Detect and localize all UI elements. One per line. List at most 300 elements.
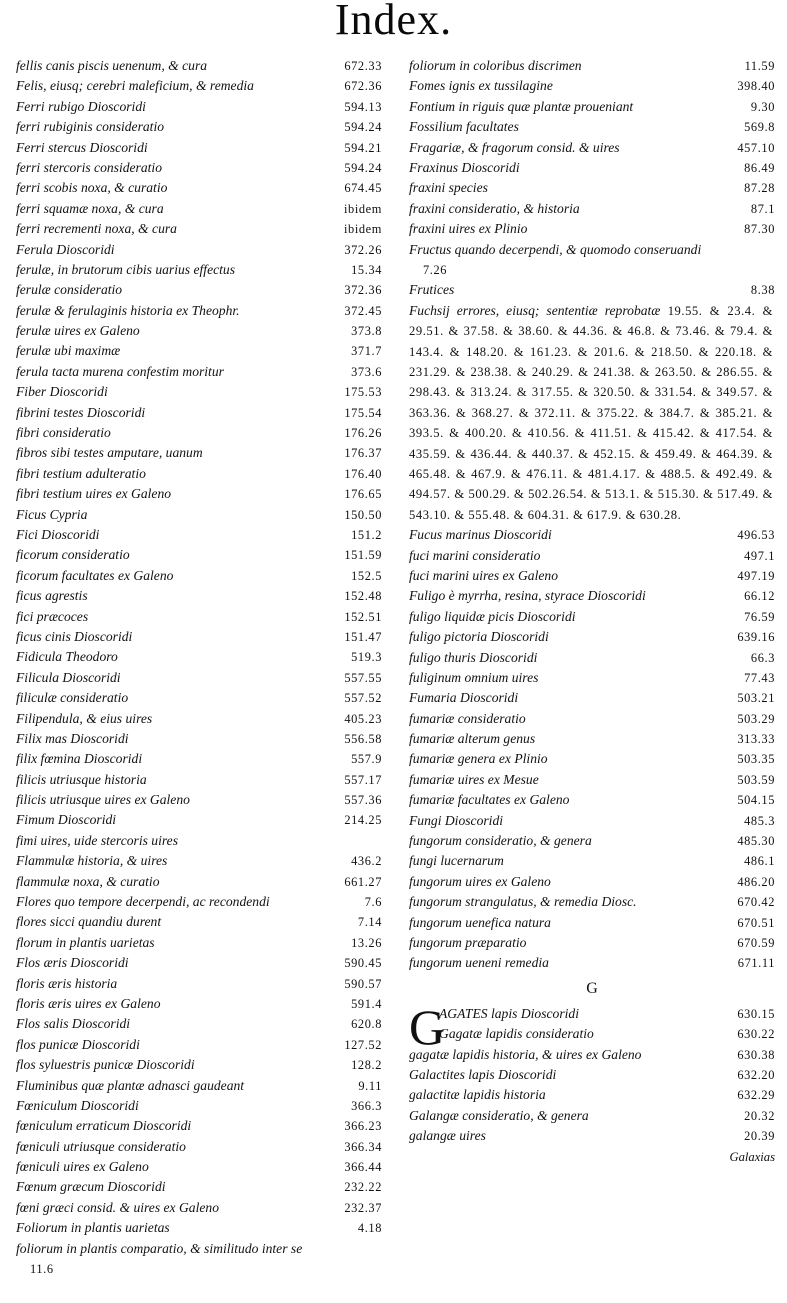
entry-ref: 150.50	[344, 507, 382, 522]
index-entry	[409, 933, 775, 953]
index-entry	[409, 688, 775, 708]
entry-ref: 632.29	[737, 1088, 775, 1103]
entry-ref: 590.45	[344, 956, 382, 971]
entry-term: Fossilium facultates	[409, 119, 519, 135]
entry-term: Ferula Dioscoridi	[16, 241, 115, 257]
entry-term: Foliorum in plantis uarietas	[16, 1220, 170, 1236]
index-entry	[16, 810, 382, 830]
index-entry	[409, 56, 775, 76]
index-entry	[16, 1055, 382, 1075]
index-entry	[16, 1198, 382, 1218]
index-entry	[16, 76, 382, 96]
entry-ref: 87.30	[744, 222, 775, 237]
index-entry	[409, 586, 775, 606]
entry-ref: 485.3	[744, 813, 775, 828]
entry-ref: 11.6	[30, 1262, 54, 1277]
entry-term: filicis utriusque uires ex Galeno	[16, 792, 190, 808]
index-entry	[16, 912, 382, 932]
entry-term: Fici Dioscoridi	[16, 526, 100, 542]
index-entry	[16, 545, 382, 565]
entry-ref: 630.22	[737, 1027, 775, 1042]
entry-term: Filipendula, & eius uires	[16, 710, 153, 726]
entry-ref: 557.52	[344, 691, 382, 706]
entry-ref: 175.54	[344, 405, 382, 420]
entry-term: fuci marini uires ex Galeno	[409, 567, 559, 583]
page-title: Index.	[334, 0, 453, 44]
entry-term: fœniculi uires ex Galeno	[16, 1159, 149, 1175]
index-entry	[16, 1035, 382, 1055]
entry-term: Flores quo tempore decerpendi, ac recondendi	[16, 894, 270, 910]
entry-ref: 630.38	[737, 1047, 775, 1062]
entry-term: Flammulæ historia, & uires	[16, 853, 168, 869]
entry-ref: 594.24	[344, 160, 382, 175]
entry-ref: 503.29	[737, 711, 775, 726]
entry-term: fuligo thuris Dioscoridi	[409, 649, 538, 665]
index-entry	[16, 505, 382, 525]
entry-ref: 557.17	[344, 772, 382, 787]
index-entry	[16, 1239, 382, 1280]
index-entry	[409, 158, 775, 178]
entry-term: fraxini consideratio, & historia	[409, 200, 580, 216]
entry-ref: 486.20	[737, 874, 775, 889]
entry-term: Fomes ignis ex tussilagine	[409, 78, 553, 94]
entry-ref: 87.1	[750, 201, 775, 216]
entry-ref: 20.39	[744, 1129, 775, 1144]
index-entry	[16, 1218, 382, 1238]
entry-ref: 671.11	[737, 956, 775, 971]
entry-ref: 7.14	[357, 915, 382, 930]
entry-ref: 76.59	[744, 609, 775, 624]
entry-ref: 639.16	[737, 630, 775, 645]
entry-ref: 436.2	[351, 854, 382, 869]
entry-ref: 519.3	[351, 650, 382, 665]
entry-ref: 366.3	[351, 1098, 382, 1113]
index-entry	[409, 749, 775, 769]
entry-ref: 9.11	[358, 1078, 382, 1093]
entry-term: Fiber Dioscoridi	[16, 384, 108, 400]
entry-ref: 7.26	[423, 262, 448, 277]
entry-term: Fumaria Dioscoridi	[409, 690, 519, 706]
entry-ref: 457.10	[737, 140, 775, 155]
entry-ref: 503.59	[737, 772, 775, 787]
entry-ref: 20.32	[744, 1108, 775, 1123]
entry-term: fuci marini consideratio	[409, 547, 541, 563]
index-entry	[16, 607, 382, 627]
index-entry	[16, 423, 382, 443]
entry-ref: 594.13	[344, 99, 382, 114]
entry-term: ferri scobis noxa, & curatio	[16, 180, 168, 196]
entry-ref: 674.45	[344, 181, 382, 196]
index-entry	[409, 668, 775, 688]
index-entry	[409, 138, 775, 158]
entry-ref: 620.8	[351, 1017, 382, 1032]
catchword: Galaxias	[729, 1149, 775, 1164]
entry-ref: 373.6	[351, 364, 382, 379]
index-entry	[409, 1004, 775, 1024]
entry-term: galactitæ lapidis historia	[409, 1087, 546, 1103]
index-entry	[409, 831, 775, 851]
entry-term: Fuligo è myrrha, resina, styrace Dioscoridi	[409, 588, 646, 604]
entry-ref: 151.59	[344, 548, 382, 563]
entry-ref: 497.1	[744, 548, 775, 563]
entry-ref: 372.36	[344, 283, 382, 298]
entry-ref: 77.43	[744, 670, 775, 685]
entry-term: ferri squamæ noxa, & cura	[16, 200, 164, 216]
entry-term: Fluminibus quæ plantæ adnasci gaudeant	[16, 1077, 245, 1093]
entry-term: fibri testium adulteratio	[16, 465, 146, 481]
entry-ref: 127.52	[344, 1037, 382, 1052]
entry-term: fumariæ genera ex Plinio	[409, 751, 548, 767]
index-entry	[16, 892, 382, 912]
index-entry	[16, 341, 382, 361]
index-entry	[409, 729, 775, 749]
entry-ref: 214.25	[344, 813, 382, 828]
entry-term: ferri stercoris consideratio	[16, 159, 162, 175]
index-entry	[16, 770, 382, 790]
entry-term: fuligo liquidæ picis Dioscoridi	[409, 608, 576, 624]
entry-term: ferulæ uires ex Galeno	[16, 323, 140, 339]
entry-ref: 313.33	[737, 732, 775, 747]
entry-ref: 232.37	[344, 1200, 382, 1215]
entry-term: fimi uires, uide stercoris uires	[16, 832, 178, 848]
entry-term: Galactites lapis Dioscoridi	[409, 1066, 557, 1082]
index-entry	[409, 546, 775, 566]
entry-term: fœniculum erraticum Dioscoridi	[16, 1118, 192, 1134]
entry-term: ficus cinis Dioscoridi	[16, 628, 133, 644]
entry-term: fœni græci consid. & uires ex Galeno	[16, 1199, 220, 1215]
entry-term: Fontium in riguis quæ plantæ proueniant	[409, 98, 634, 114]
index-entry	[409, 97, 775, 117]
entry-term: Fructus quando decerpendi, & quomodo conseruandi	[409, 241, 702, 257]
entry-ref: 15.34	[351, 262, 382, 277]
index-column-left	[16, 56, 382, 1279]
entry-term: filix fœmina Dioscoridi	[16, 751, 143, 767]
entry-term: Ferri rubigo Dioscoridi	[16, 98, 146, 114]
entry-ref: 152.51	[344, 609, 382, 624]
entry-term: AGATES lapis Dioscoridi	[439, 1005, 579, 1021]
index-entry	[16, 974, 382, 994]
index-entry	[409, 1045, 775, 1065]
entry-term: ficus agrestis	[16, 588, 88, 604]
index-entry	[16, 627, 382, 647]
index-entry	[409, 566, 775, 586]
entry-ref: 594.24	[344, 120, 382, 135]
index-entry	[16, 709, 382, 729]
index-entry	[16, 647, 382, 667]
index-entry	[16, 301, 382, 321]
index-entry	[16, 1076, 382, 1096]
index-entry	[409, 1024, 775, 1044]
entry-ref: 670.59	[737, 936, 775, 950]
entry-term: fibri consideratio	[16, 425, 111, 441]
entry-ref: 9.30	[750, 99, 775, 114]
entry-term: fumariæ uires ex Mesue	[409, 771, 539, 787]
entry-ref: 557.9	[351, 752, 382, 767]
entry-ref: 372.45	[344, 303, 382, 318]
entry-ref: 496.53	[737, 528, 775, 543]
index-entry	[409, 851, 775, 871]
index-entry	[16, 668, 382, 688]
entry-term: Fungi Dioscoridi	[409, 812, 504, 828]
entry-term: fungorum uenefica natura	[409, 914, 551, 930]
index-entry	[16, 280, 382, 300]
entry-ref: 670.42	[737, 895, 775, 910]
entry-term: floris æris historia	[16, 975, 118, 991]
index-entry	[16, 199, 382, 219]
entry-term: Filicula Dioscoridi	[16, 669, 121, 685]
entry-term: ferulæ, in brutorum cibis uarius effectus	[16, 261, 236, 277]
entry-ref: 556.58	[344, 731, 382, 746]
entry-term: gagatæ lapidis historia, & uires ex Galeno	[409, 1046, 642, 1062]
entry-term: ferri rubiginis consideratio	[16, 119, 165, 135]
entry-term: Fœniculum Dioscoridi	[16, 1097, 139, 1113]
entry-ref: 497.19	[737, 568, 775, 583]
entry-ref: 366.44	[344, 1160, 382, 1175]
entry-ref: 8.38	[750, 283, 775, 298]
index-entry	[16, 1157, 382, 1177]
index-entry	[16, 953, 382, 973]
entry-ref: 366.34	[344, 1139, 382, 1154]
index-entry	[16, 178, 382, 198]
entry-term: Fidicula Theodoro	[16, 649, 118, 665]
entry-term: Fœnum græcum Dioscoridi	[16, 1179, 166, 1195]
entry-term: filicis utriusque historia	[16, 771, 147, 787]
entry-ref: 569.8	[744, 120, 775, 135]
entry-term: ficorum facultates ex Galeno	[16, 567, 174, 583]
index-entry	[16, 1014, 382, 1034]
index-entry	[16, 321, 382, 341]
entry-term: ferulæ ubi maximæ	[16, 343, 121, 359]
entry-ref: 232.22	[344, 1180, 382, 1195]
index-entry	[16, 749, 382, 769]
index-entry	[16, 382, 382, 402]
entry-ref: 86.49	[744, 160, 775, 175]
index-entry	[409, 240, 775, 281]
index-entry	[409, 178, 775, 198]
index-entry	[16, 362, 382, 382]
entry-ref: 7.6	[364, 895, 382, 910]
index-entry	[409, 872, 775, 892]
entry-ref: ibidem	[343, 201, 382, 216]
entry-ref: 503.21	[737, 691, 775, 706]
index-entry	[16, 403, 382, 423]
entry-term: fungorum præparatio	[409, 935, 527, 950]
entry-term: fungi lucernarum	[409, 853, 504, 869]
index-entry	[16, 1137, 382, 1157]
index-entry	[16, 484, 382, 504]
section-letter-g: G	[586, 979, 598, 997]
entry-ref: 486.1	[744, 854, 775, 869]
entry-term: flos syluestris punicæ Dioscoridi	[16, 1057, 195, 1073]
entry-term: Galangæ consideratio, & genera	[409, 1107, 589, 1123]
index-entry	[16, 1096, 382, 1116]
entry-term: filiculæ consideratio	[16, 690, 129, 706]
index-entry	[16, 688, 382, 708]
entry-ref: 672.33	[344, 59, 382, 73]
entry-ref: 557.55	[344, 670, 382, 685]
index-entry	[16, 117, 382, 137]
entry-ref: 630.15	[737, 1006, 775, 1021]
entry-term: fuligo pictoria Dioscoridi	[409, 629, 549, 645]
entry-term: fibrini testes Dioscoridi	[16, 404, 146, 420]
index-entry	[16, 1177, 382, 1197]
index-entry	[16, 525, 382, 545]
index-entry	[16, 56, 382, 76]
entry-term: flores sicci quandiu durent	[16, 914, 162, 930]
entry-ref: 87.28	[744, 181, 775, 196]
entry-ref: ibidem	[343, 222, 382, 237]
entry-ref: 152.5	[351, 568, 382, 583]
entry-term: fungorum strangulatus, & remedia Diosc.	[409, 894, 637, 910]
fuchsius-entry	[409, 301, 775, 525]
entry-term: foliorum in plantis comparatio, & similitudo inter se	[16, 1240, 303, 1256]
index-entry	[16, 566, 382, 586]
entry-ref: 176.65	[344, 487, 382, 502]
fuchsius-term: Fuchsij errores, eiusq; sententiæ reprobatæ	[409, 302, 661, 318]
entry-term: Flos salis Dioscoridi	[16, 1016, 131, 1032]
index-entry	[16, 851, 382, 871]
index-entry	[16, 933, 382, 953]
fuchsius-refs: 19.55. & 23.4. & 29.51. & 37.58. & 38.60. & 44.36. & 46.8. & 73.46. & 79.4. & 143.4. & 148.20. & 161.23. & 201.6. & 218.50. & 220.18. & 231.29. & 238.38. & 240.29. & 241.38. & 263.50. & 286.55. & 298.43. & 313.24. & 317.55. & 320.50. & 331.54. & 349.57. & 363.36. & 368.27. & 372.11. & 375.22. & 384.7. & 385.21. & 393.5. & 400.20. & 410.56. & 411.51. & 415.42. & 417.54. & 435.59. & 436.44. & 440.37. & 452.15. & 459.49. & 464.39. & 465.48. & 467.9. & 476.11. & 481.4.17. & 488.5. & 492.49. & 494.57. & 500.29. & 502.26.54. & 513.1. & 515.30. & 517.49. & 543.10. & 555.48. & 604.31. & 617.9. & 630.28.	[409, 303, 773, 522]
entry-ref: 670.51	[737, 915, 775, 930]
index-entry	[16, 464, 382, 484]
index-entry	[409, 709, 775, 729]
entry-ref: 366.23	[344, 1119, 382, 1134]
index-entry	[16, 1116, 382, 1136]
entry-ref: 632.20	[737, 1067, 775, 1082]
entry-ref: 371.7	[351, 344, 382, 359]
index-entry	[409, 627, 775, 647]
index-entry	[409, 1065, 775, 1085]
index-entry	[409, 1085, 775, 1105]
index-column-right	[409, 56, 775, 1167]
entry-term: Ficus Cypria	[16, 506, 88, 522]
entry-term: Filix mas Dioscoridi	[16, 730, 129, 746]
entry-term: fraxini species	[409, 180, 488, 196]
entry-ref: 594.21	[344, 140, 382, 155]
entry-ref: 13.26	[351, 935, 382, 950]
index-entry	[409, 280, 775, 300]
entry-term: Frutices	[409, 282, 455, 298]
entry-ref: 503.35	[737, 752, 775, 767]
entry-term: fumariæ facultates ex Galeno	[409, 792, 570, 808]
entry-ref: 176.37	[344, 446, 382, 461]
entry-term: fungorum uires ex Galeno	[409, 873, 551, 889]
entry-ref: 11.59	[744, 59, 775, 73]
entry-term: Ferri stercus Dioscoridi	[16, 139, 148, 155]
entry-ref: 151.2	[351, 527, 382, 542]
entry-ref: 485.30	[737, 834, 775, 849]
entry-term: ficorum consideratio	[16, 547, 130, 563]
entry-term: galangæ uires	[409, 1128, 486, 1144]
index-entry	[16, 790, 382, 810]
index-entry	[409, 790, 775, 810]
entry-ref: 590.57	[344, 976, 382, 991]
entry-term: fumariæ alterum genus	[409, 731, 536, 747]
entry-ref: 4.18	[357, 1221, 382, 1236]
index-entry	[409, 1126, 775, 1146]
index-entry	[409, 219, 775, 239]
index-entry	[16, 97, 382, 117]
index-entry	[409, 117, 775, 137]
entry-term: flammulæ noxa, & curatio	[16, 873, 160, 889]
index-entry	[409, 76, 775, 96]
index-entry	[409, 953, 775, 973]
index-entry	[16, 443, 382, 463]
entry-term: fumariæ consideratio	[409, 710, 526, 726]
entry-ref: 661.27	[344, 874, 382, 889]
entry-ref: 176.40	[344, 466, 382, 481]
entry-term: Fimum Dioscoridi	[16, 812, 117, 828]
entry-ref: 504.15	[737, 793, 775, 808]
entry-term: fellis canis piscis uenenum, & cura	[16, 58, 208, 73]
entry-term: ferulæ consideratio	[16, 282, 123, 298]
entry-ref: 405.23	[344, 711, 382, 726]
entry-ref: 176.26	[344, 426, 382, 441]
index-entry	[409, 770, 775, 790]
index-entry	[16, 138, 382, 158]
entry-term: floris æris uires ex Galeno	[16, 995, 161, 1011]
entry-ref: 128.2	[351, 1058, 382, 1073]
index-entry	[16, 872, 382, 892]
index-entry	[16, 158, 382, 178]
entry-term: flos punicæ Dioscoridi	[16, 1036, 140, 1052]
index-entry	[16, 219, 382, 239]
entry-ref: 66.12	[744, 589, 775, 604]
index-entry	[16, 586, 382, 606]
entry-ref: 66.3	[750, 650, 775, 665]
index-entry	[16, 729, 382, 749]
entry-term: Felis, eiusq; cerebri maleficium, & remedia	[16, 78, 254, 94]
entry-term: Gagatæ lapidis consideratio	[439, 1026, 594, 1042]
entry-term: fibri testium uires ex Galeno	[16, 486, 172, 502]
entry-ref: 175.53	[344, 385, 382, 400]
section-g-entries	[409, 998, 775, 1147]
entry-term: Fragariæ, & fragorum consid. & uires	[409, 139, 620, 155]
index-entry	[16, 994, 382, 1014]
index-entry	[16, 260, 382, 280]
entry-term: fungorum consideratio, & genera	[409, 833, 592, 849]
entry-term: fraxini uires ex Plinio	[409, 221, 528, 237]
entry-term: fuliginum omnium uires	[409, 669, 539, 685]
entry-term: fœniculi utriusque consideratio	[16, 1138, 186, 1154]
index-entry	[409, 607, 775, 627]
entry-term: ferri recrementi noxa, & cura	[16, 221, 177, 237]
entry-term: fici præcoces	[16, 608, 89, 624]
entry-term: florum in plantis uarietas	[16, 934, 155, 950]
index-entry	[409, 648, 775, 668]
entry-ref: 372.26	[344, 242, 382, 257]
entry-term: Fucus marinus Dioscoridi	[409, 527, 552, 543]
entry-term: Fraxinus Dioscoridi	[409, 159, 520, 175]
index-entry	[409, 811, 775, 831]
entry-ref: 151.47	[344, 629, 382, 644]
entry-term: fibros sibi testes amputare, uanum	[16, 445, 203, 461]
entry-term: foliorum in coloribus discrimen	[409, 58, 582, 73]
entry-ref: 672.36	[344, 79, 382, 94]
entry-ref: 373.8	[351, 324, 382, 339]
dropcap-g: G	[409, 998, 446, 1055]
index-entry	[409, 913, 775, 933]
index-entry	[409, 892, 775, 912]
entry-ref: 557.36	[344, 793, 382, 808]
entry-ref: 152.48	[344, 589, 382, 604]
index-entry	[16, 831, 382, 851]
entry-term: fungorum ueneni remedia	[409, 955, 549, 971]
entry-term: Flos æris Dioscoridi	[16, 955, 129, 971]
index-entry	[409, 1106, 775, 1126]
entry-ref: 398.40	[737, 79, 775, 94]
